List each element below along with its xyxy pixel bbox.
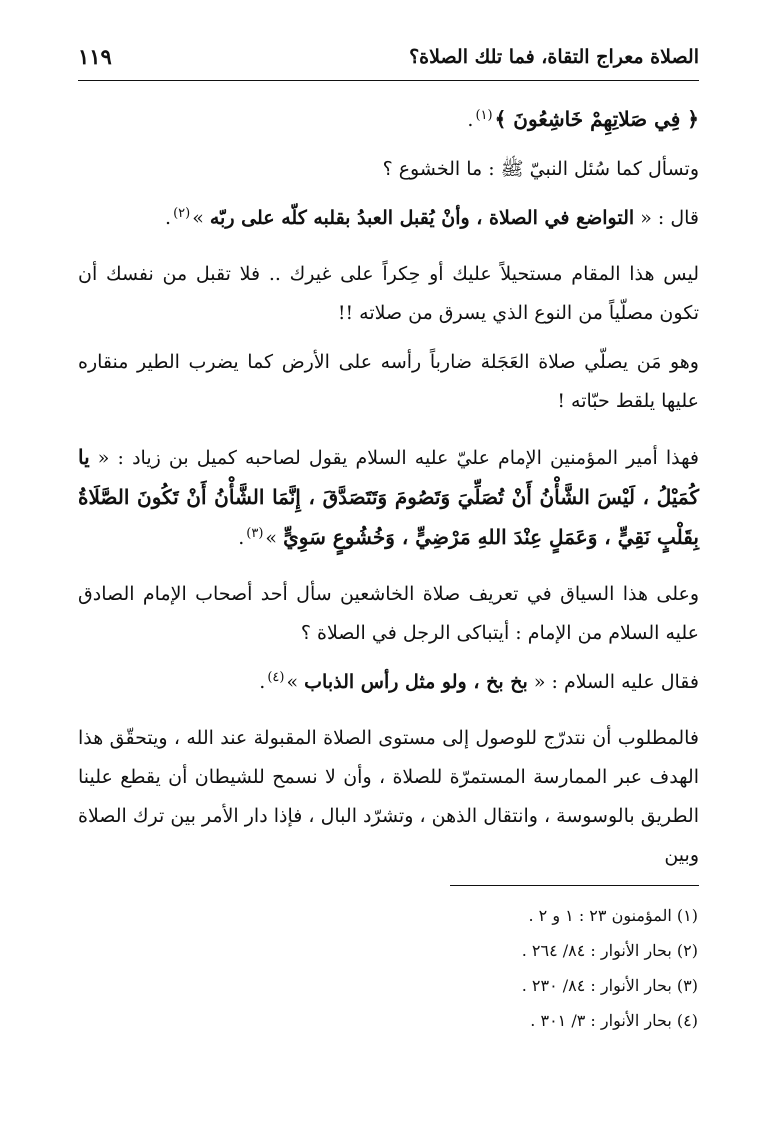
hadith-quote: التواضع في الصلاة ، وأنْ يُقبل العبدُ بقلبه كلّه على ربّه (209, 207, 635, 229)
hadith-quote: بخ بخ ، ولو مثل رأس الذباب (304, 671, 528, 693)
footnote-item: (٢) بحار الأنوار : ٨٤/ ٢٦٤ . (521, 941, 698, 960)
paragraph-text: فقال عليه السلام : « (527, 671, 699, 693)
quote-close: » (265, 527, 284, 549)
paragraph-text: وعلى هذا السياق في تعريف صلاة الخاشعين سأل أحد أصحاب الإمام الصادق عليه السلام من الإمام : أيتباكى الرجل في الصلاة ؟ (78, 583, 699, 644)
body-text (78, 100, 699, 875)
footnote-ref-2: (٢) (173, 205, 191, 221)
paragraph-text: قال : « (634, 207, 699, 229)
footnote-ref-1: (١) (475, 107, 493, 123)
footnote-item: (٤) بحار الأنوار : ٣/ ٣٠١ . (530, 1011, 698, 1030)
page-number: ١١٩ (78, 44, 112, 69)
quote-close: » (286, 671, 305, 693)
footnote-item: (١) المؤمنون ٢٣ : ١ و ٢ . (528, 906, 698, 925)
quote-close: » (192, 207, 210, 229)
paragraph-text: وهو مَن يصلّي صلاة العَجَلة ضارباً رأسه على الأرض كما يضرب الطير منقاره عليها يلقط حبّاته ! (78, 351, 699, 412)
footnote-ref-4: (٤) (267, 669, 285, 685)
paragraph (78, 575, 699, 653)
paragraph-text: وتسأل كما سُئل النبيّ ﷺ : ما الخشوع ؟ (382, 158, 699, 180)
paragraph (78, 255, 699, 333)
paragraph-end: . (238, 527, 245, 549)
footnote-item: (٣) بحار الأنوار : ٨٤/ ٢٣٠ . (521, 976, 698, 995)
footnote-ref-3: (٣) (246, 525, 264, 541)
paragraph (78, 343, 699, 421)
running-header (78, 40, 699, 81)
header-title: الصلاة معراج التقاة، فما تلك الصلاة؟ (409, 46, 699, 68)
paragraph-end: . (467, 109, 474, 131)
paragraph (78, 719, 699, 875)
hadith-quote: يا كُمَيْلُ ، لَيْسَ الشَّأْنُ أَنْ تُصَلِّيَ وَتَصُومَ وَتَتَصَدَّقَ ، إِنَّمَا الشَّأْنُ أَنْ تَكُونَ الصَّلَاةُ بِقَلْبٍ نَقِيٍّ ، وَعَمَلٍ عِنْدَ اللهِ مَرْضِيٍّ ، وَخُشُوعٍ سَوِيٍّ (78, 445, 699, 549)
paragraph-text: فالمطلوب أن نتدرّج للوصول إلى مستوى الصلاة المقبولة عند الله ، ويتحقّق هذا الهدف عبر الممارسة المستمرّة للصلاة ، وأن لا نسمح للشيطان أن يقطع علينا الطريق بالوسوسة ، وانتقال الذهن ، وتشرّد البال ، فإذا دار الأمر بين ترك الصلاة وبين (78, 727, 699, 866)
quran-verse-paragraph (78, 100, 699, 140)
hadith-paragraph (78, 663, 699, 702)
paragraph-text: ليس هذا المقام مستحيلاً عليك أو حِكراً على غيرك .. فلا تقبل من نفسك أن تكون مصلّياً من النوع الذي يسرق من صلاته !! (78, 263, 699, 324)
footnote-separator (450, 885, 699, 886)
footnotes (298, 898, 698, 1038)
paragraph (78, 150, 699, 189)
paragraph-text: فهذا أمير المؤمنين الإمام عليّ عليه السلام يقول لصاحبه كميل بن زياد : « (89, 447, 699, 469)
hadith-paragraph (78, 199, 699, 238)
paragraph-end: . (165, 207, 172, 229)
quran-verse: ﴿ فِي صَلاتِهِمْ خَاشِعُونَ ﴾ (494, 107, 699, 131)
paragraph-end: . (259, 671, 266, 693)
hadith-paragraph (78, 438, 699, 558)
